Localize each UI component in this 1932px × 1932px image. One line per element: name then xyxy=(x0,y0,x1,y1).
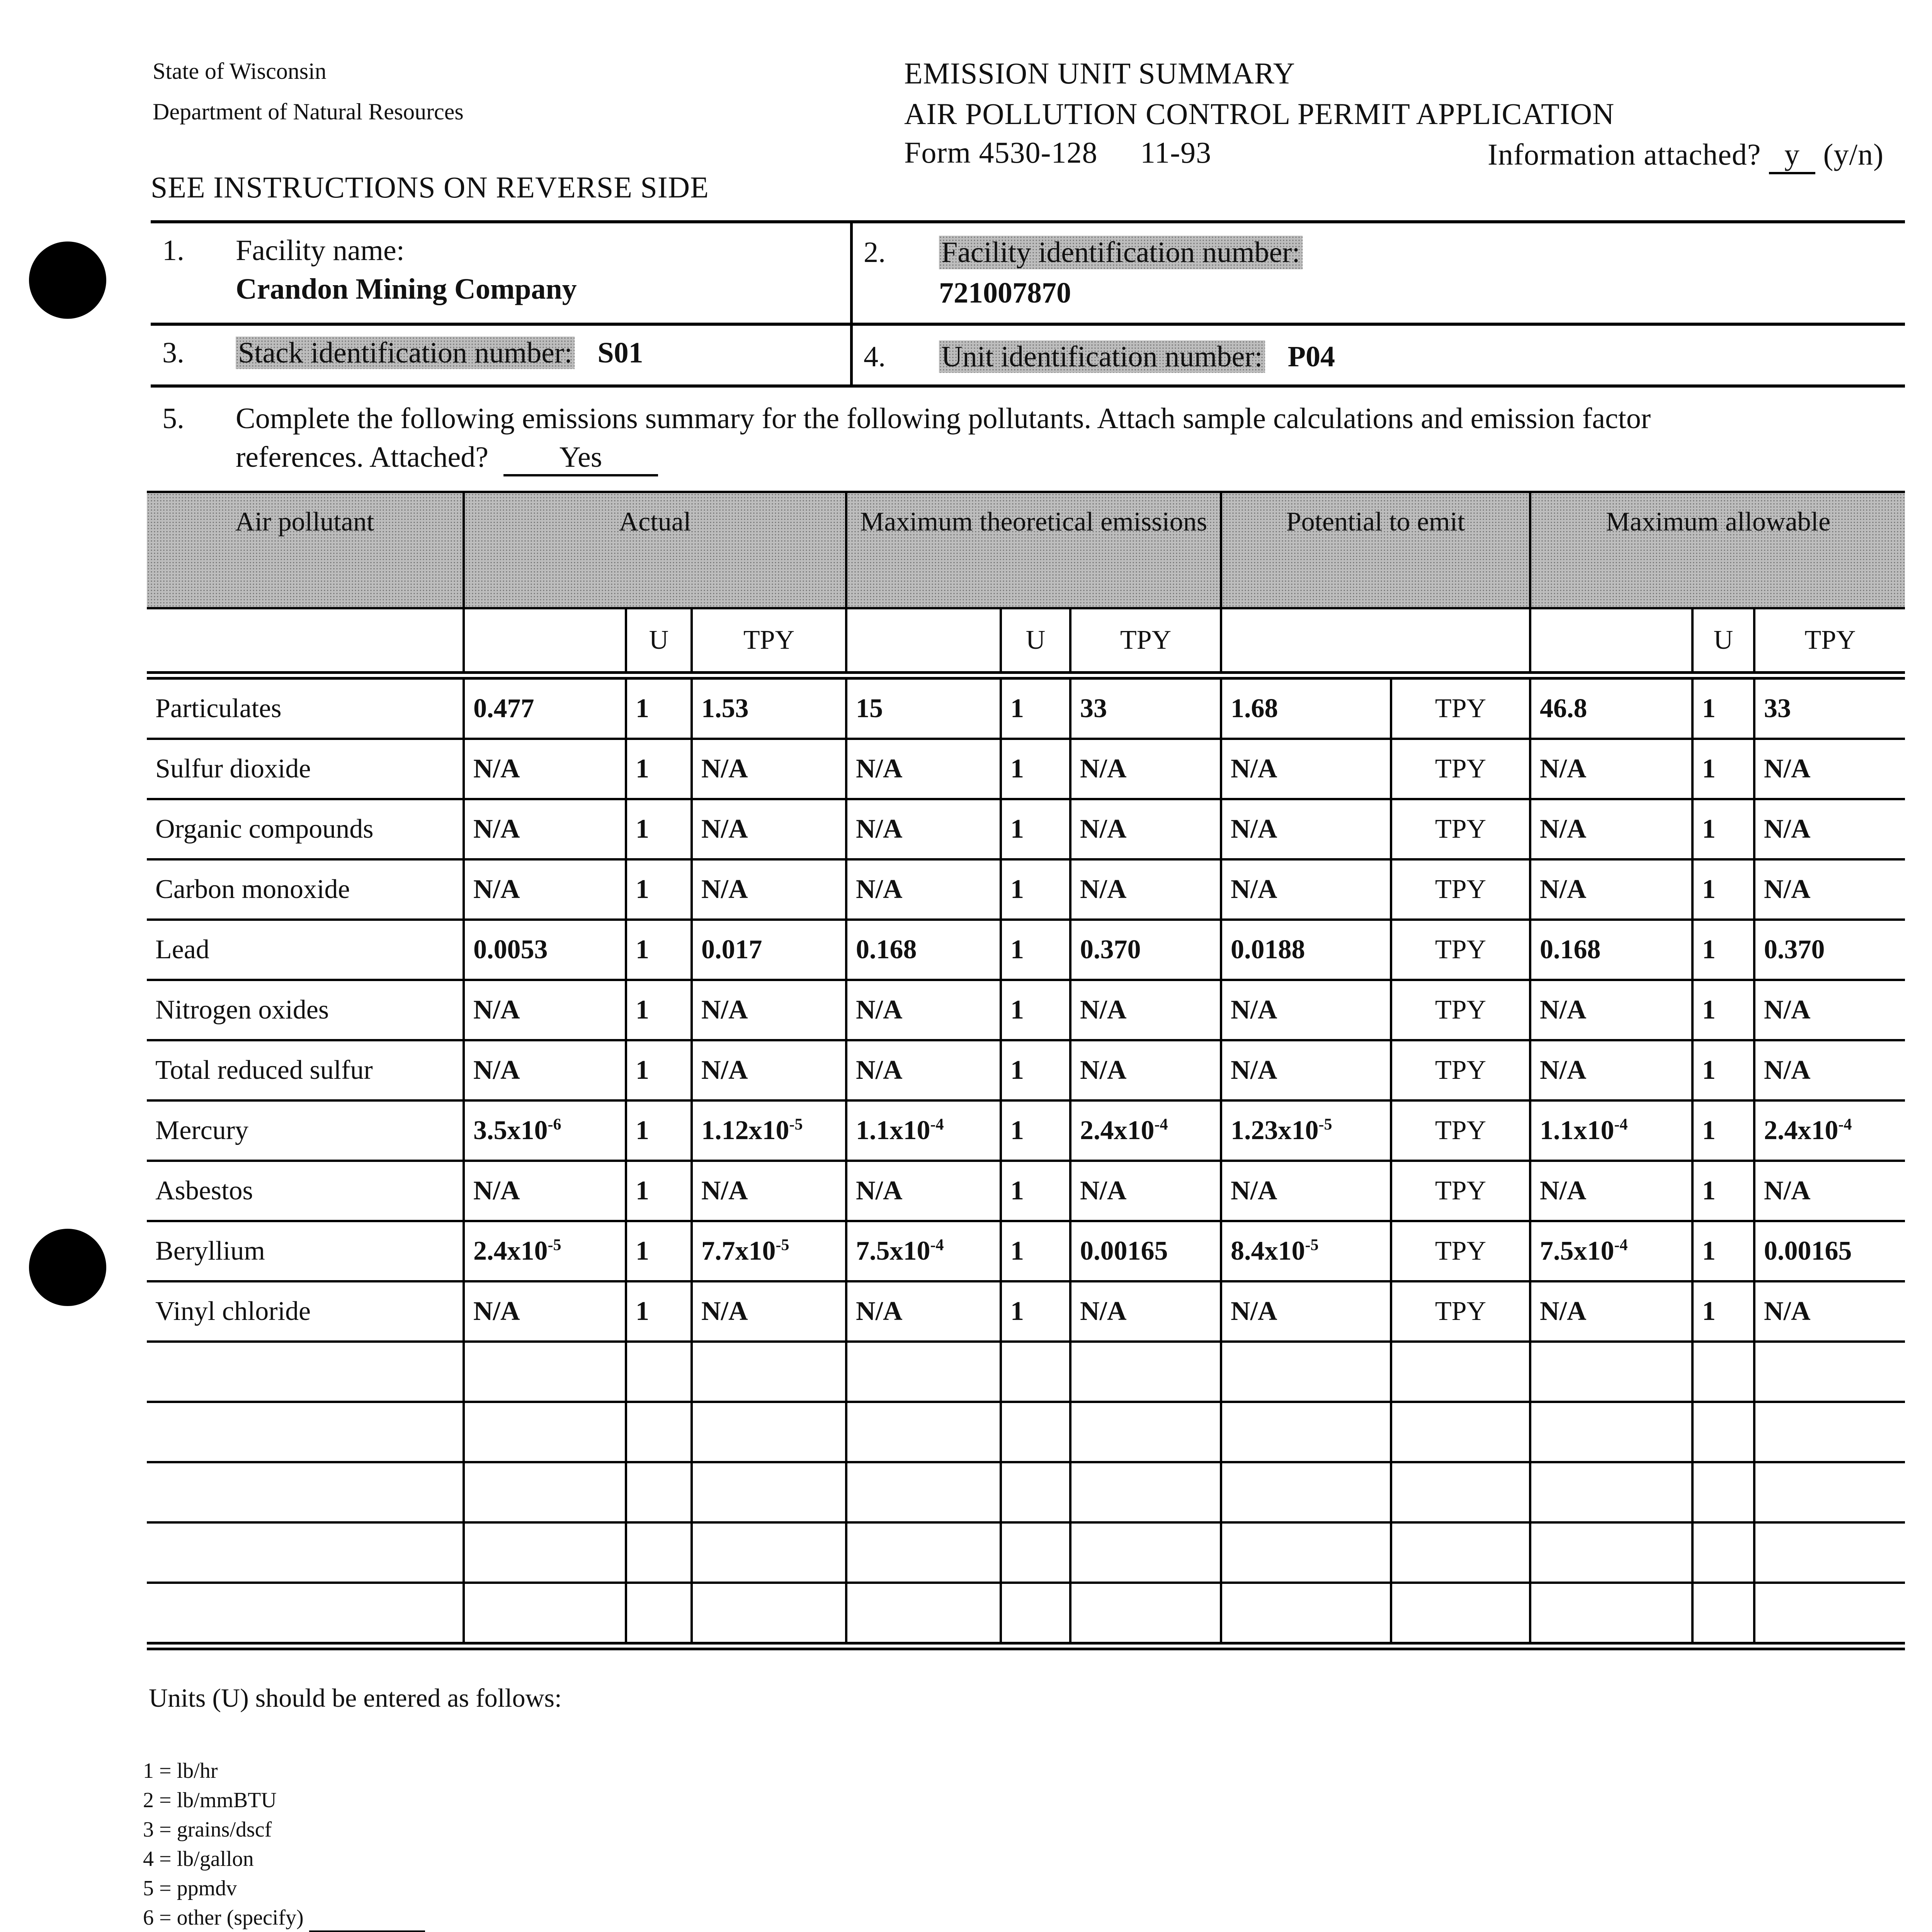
table-row xyxy=(147,920,1905,980)
subheader-blank xyxy=(1221,608,1530,675)
actual-tpy[interactable]: N/A xyxy=(692,739,846,799)
actual-value[interactable]: $3.5x10^{-6}$ xyxy=(464,1100,626,1161)
state-name: State of Wisconsin xyxy=(153,58,327,84)
table-row xyxy=(147,859,1905,920)
info-attached-suffix: (y/n) xyxy=(1823,138,1884,171)
potential-value[interactable]: N/A xyxy=(1221,1281,1391,1342)
actual-value[interactable]: 0.477 xyxy=(464,675,626,739)
potential-unit[interactable]: TPY xyxy=(1391,1281,1530,1342)
max-theoretical-value[interactable]: N/A xyxy=(846,859,1001,920)
actual-unit[interactable]: 1 xyxy=(626,1161,692,1221)
subheader-tpy: TPY xyxy=(1754,608,1905,675)
max-allowable-tpy[interactable]: N/A xyxy=(1754,1281,1905,1342)
max-theoretical-unit[interactable]: 1 xyxy=(1001,799,1070,859)
max-theoretical-tpy[interactable]: N/A xyxy=(1070,1281,1221,1342)
max-theoretical-tpy[interactable] xyxy=(1070,1462,1221,1522)
department-name: Department of Natural Resources xyxy=(153,99,464,124)
actual-value[interactable]: $2.4x10^{-5}$ xyxy=(464,1221,626,1281)
table-row xyxy=(147,1161,1905,1221)
max-allowable-tpy[interactable]: N/A xyxy=(1754,1161,1905,1221)
actual-value[interactable] xyxy=(464,1402,626,1462)
punch-hole xyxy=(29,1229,106,1306)
unit-item: 4 = lb/gallon xyxy=(143,1847,254,1871)
pollutant-name: Lead xyxy=(147,920,464,980)
form-subtitle: AIR POLLUTION CONTROL PERMIT APPLICATION xyxy=(904,97,1615,131)
table-row xyxy=(147,1342,1905,1402)
max-allowable-unit[interactable]: 1 xyxy=(1692,675,1754,739)
max-theoretical-unit[interactable]: 1 xyxy=(1001,920,1070,980)
potential-unit[interactable] xyxy=(1391,1342,1530,1402)
rule xyxy=(151,220,1905,223)
max-allowable-tpy[interactable]: N/A xyxy=(1754,799,1905,859)
max-allowable-unit[interactable]: 1 xyxy=(1692,980,1754,1040)
unit-6-specify-field[interactable] xyxy=(309,1911,425,1932)
max-allowable-value[interactable]: 46.8 xyxy=(1530,675,1692,739)
pollutant-name xyxy=(147,1462,464,1522)
references-attached-value[interactable]: Yes xyxy=(503,440,658,476)
subheader-tpy: TPY xyxy=(1070,608,1221,675)
subheader-u: U xyxy=(626,608,692,675)
subheader-tpy: TPY xyxy=(692,608,846,675)
col-header-actual: Actual xyxy=(464,492,846,608)
max-theoretical-unit[interactable]: 1 xyxy=(1001,980,1070,1040)
max-theoretical-tpy[interactable] xyxy=(1070,1342,1221,1402)
potential-value[interactable] xyxy=(1221,1402,1391,1462)
potential-value[interactable] xyxy=(1221,1462,1391,1522)
subheader-blank xyxy=(1530,608,1692,675)
references-attached xyxy=(236,440,658,476)
table-row xyxy=(147,1040,1905,1100)
max-theoretical-unit[interactable]: 1 xyxy=(1001,1161,1070,1221)
actual-tpy[interactable] xyxy=(692,1402,846,1462)
field-4-number: 4. xyxy=(864,340,886,373)
actual-unit[interactable]: 1 xyxy=(626,859,692,920)
max-theoretical-unit[interactable]: 1 xyxy=(1001,1040,1070,1100)
subheader-blank xyxy=(464,608,626,675)
table-row xyxy=(147,1522,1905,1583)
potential-value[interactable]: 0.0188 xyxy=(1221,920,1391,980)
pollutant-name xyxy=(147,1402,464,1462)
max-allowable-tpy[interactable] xyxy=(1754,1583,1905,1646)
actual-value[interactable] xyxy=(464,1342,626,1402)
max-allowable-unit[interactable]: 1 xyxy=(1692,1221,1754,1281)
max-allowable-tpy[interactable] xyxy=(1754,1342,1905,1402)
facility-name-value[interactable]: Crandon Mining Company xyxy=(236,273,577,305)
max-theoretical-value[interactable]: N/A xyxy=(846,980,1001,1040)
potential-unit[interactable] xyxy=(1391,1583,1530,1646)
max-theoretical-unit[interactable]: 1 xyxy=(1001,859,1070,920)
actual-value[interactable]: 0.0053 xyxy=(464,920,626,980)
actual-unit[interactable]: 1 xyxy=(626,1221,692,1281)
actual-tpy[interactable]: 0.017 xyxy=(692,920,846,980)
col-header-potential: Potential to emit xyxy=(1221,492,1530,608)
max-allowable-value[interactable]: N/A xyxy=(1530,1281,1692,1342)
max-theoretical-tpy[interactable]: N/A xyxy=(1070,739,1221,799)
rule xyxy=(151,323,1905,326)
stack-id xyxy=(236,336,643,370)
actual-tpy[interactable] xyxy=(692,1462,846,1522)
actual-unit[interactable]: 1 xyxy=(626,799,692,859)
pollutant-name: Sulfur dioxide xyxy=(147,739,464,799)
subheader-u: U xyxy=(1692,608,1754,675)
max-theoretical-unit[interactable] xyxy=(1001,1522,1070,1583)
table-row xyxy=(147,739,1905,799)
info-attached-value[interactable]: y xyxy=(1769,137,1815,174)
potential-value[interactable]: $8.4x10^{-5}$ xyxy=(1221,1221,1391,1281)
unit-item: 6 = other (specify) xyxy=(143,1906,304,1930)
max-allowable-value[interactable]: N/A xyxy=(1530,799,1692,859)
unit-item: 1 = lb/hr xyxy=(143,1759,218,1783)
col-header-max-theoretical: Maximum theoretical emissions xyxy=(846,492,1221,608)
table-row xyxy=(147,1281,1905,1342)
unit-id-value[interactable]: P04 xyxy=(1287,340,1335,373)
max-allowable-tpy[interactable]: N/A xyxy=(1754,980,1905,1040)
max-allowable-unit[interactable]: 1 xyxy=(1692,859,1754,920)
subheader-u: U xyxy=(1001,608,1070,675)
max-allowable-value[interactable] xyxy=(1530,1522,1692,1583)
max-allowable-tpy[interactable]: 0.00165 xyxy=(1754,1221,1905,1281)
max-allowable-unit[interactable] xyxy=(1692,1342,1754,1402)
max-allowable-value[interactable]: $1.1x10^{-4}$ xyxy=(1530,1100,1692,1161)
max-allowable-tpy[interactable]: 0.370 xyxy=(1754,920,1905,980)
max-allowable-tpy[interactable] xyxy=(1754,1402,1905,1462)
actual-unit[interactable]: 1 xyxy=(626,1100,692,1161)
actual-unit[interactable]: 1 xyxy=(626,1281,692,1342)
table-row xyxy=(147,1583,1905,1646)
max-theoretical-tpy[interactable]: N/A xyxy=(1070,1161,1221,1221)
actual-tpy[interactable]: $7.7x10^{-5}$ xyxy=(692,1221,846,1281)
table-row xyxy=(147,1100,1905,1161)
potential-unit[interactable]: TPY xyxy=(1391,675,1530,739)
actual-value[interactable]: N/A xyxy=(464,1281,626,1342)
actual-tpy[interactable]: N/A xyxy=(692,799,846,859)
actual-unit[interactable] xyxy=(626,1522,692,1583)
actual-unit[interactable] xyxy=(626,1583,692,1646)
max-theoretical-unit[interactable] xyxy=(1001,1462,1070,1522)
form-number-text: Form 4530-128 xyxy=(904,136,1098,169)
rule xyxy=(151,384,1905,388)
actual-value[interactable] xyxy=(464,1462,626,1522)
max-allowable-tpy[interactable] xyxy=(1754,1522,1905,1583)
max-theoretical-value[interactable]: $1.1x10^{-4}$ xyxy=(846,1100,1001,1161)
facility-name-label: Facility name: xyxy=(236,234,405,267)
max-theoretical-tpy[interactable]: 0.370 xyxy=(1070,920,1221,980)
max-allowable-value[interactable] xyxy=(1530,1402,1692,1462)
pollutant-name: Beryllium xyxy=(147,1221,464,1281)
actual-value[interactable]: N/A xyxy=(464,739,626,799)
max-theoretical-unit[interactable]: 1 xyxy=(1001,1221,1070,1281)
actual-value[interactable] xyxy=(464,1583,626,1646)
instructions-note: SEE INSTRUCTIONS ON REVERSE SIDE xyxy=(151,170,709,204)
table-row xyxy=(147,980,1905,1040)
actual-unit[interactable]: 1 xyxy=(626,675,692,739)
potential-value[interactable] xyxy=(1221,1522,1391,1583)
max-allowable-value[interactable]: $7.5x10^{-4}$ xyxy=(1530,1221,1692,1281)
actual-value[interactable]: N/A xyxy=(464,799,626,859)
actual-tpy[interactable]: N/A xyxy=(692,1281,846,1342)
unit-id-label: Unit identification number: xyxy=(939,340,1265,373)
max-theoretical-value[interactable]: N/A xyxy=(846,799,1001,859)
actual-value[interactable]: N/A xyxy=(464,1040,626,1100)
max-theoretical-tpy[interactable]: N/A xyxy=(1070,799,1221,859)
potential-unit[interactable]: TPY xyxy=(1391,920,1530,980)
max-allowable-unit[interactable]: 1 xyxy=(1692,1100,1754,1161)
actual-tpy[interactable] xyxy=(692,1522,846,1583)
max-allowable-unit[interactable]: 1 xyxy=(1692,739,1754,799)
stack-id-label: Stack identification number: xyxy=(236,337,575,369)
max-theoretical-unit[interactable]: 1 xyxy=(1001,1281,1070,1342)
max-theoretical-value[interactable]: N/A xyxy=(846,1040,1001,1100)
pollutant-name xyxy=(147,1522,464,1583)
actual-unit[interactable]: 1 xyxy=(626,920,692,980)
actual-tpy[interactable] xyxy=(692,1583,846,1646)
max-theoretical-value[interactable] xyxy=(846,1342,1001,1402)
pollutant-name: Nitrogen oxides xyxy=(147,980,464,1040)
actual-tpy[interactable] xyxy=(692,1342,846,1402)
max-theoretical-unit[interactable]: 1 xyxy=(1001,1100,1070,1161)
table-row xyxy=(147,799,1905,859)
pollutant-name: Organic compounds xyxy=(147,799,464,859)
max-theoretical-unit[interactable] xyxy=(1001,1583,1070,1646)
potential-unit[interactable] xyxy=(1391,1402,1530,1462)
max-allowable-unit[interactable]: 1 xyxy=(1692,920,1754,980)
max-theoretical-value[interactable]: $7.5x10^{-4}$ xyxy=(846,1221,1001,1281)
pollutant-name: Vinyl chloride xyxy=(147,1281,464,1342)
max-allowable-value[interactable]: N/A xyxy=(1530,1040,1692,1100)
actual-value[interactable]: N/A xyxy=(464,980,626,1040)
max-theoretical-value[interactable]: N/A xyxy=(846,739,1001,799)
actual-value[interactable]: N/A xyxy=(464,1161,626,1221)
potential-unit[interactable] xyxy=(1391,1462,1530,1522)
max-theoretical-unit[interactable]: 1 xyxy=(1001,675,1070,739)
potential-value[interactable] xyxy=(1221,1342,1391,1402)
max-theoretical-value[interactable] xyxy=(846,1462,1001,1522)
potential-value[interactable]: N/A xyxy=(1221,1040,1391,1100)
pollutant-name: Carbon monoxide xyxy=(147,859,464,920)
table-row xyxy=(147,1402,1905,1462)
max-allowable-value[interactable]: 0.168 xyxy=(1530,920,1692,980)
potential-unit[interactable]: TPY xyxy=(1391,1040,1530,1100)
col-header-max-allowable: Maximum allowable xyxy=(1530,492,1905,608)
units-intro: Units (U) should be entered as follows: xyxy=(149,1683,562,1713)
max-theoretical-unit[interactable] xyxy=(1001,1402,1070,1462)
potential-value[interactable]: N/A xyxy=(1221,739,1391,799)
potential-unit[interactable]: TPY xyxy=(1391,739,1530,799)
subheader-blank xyxy=(846,608,1001,675)
max-allowable-value[interactable] xyxy=(1530,1462,1692,1522)
max-allowable-unit[interactable] xyxy=(1692,1583,1754,1646)
subheader-blank xyxy=(147,608,464,675)
potential-unit[interactable]: TPY xyxy=(1391,1161,1530,1221)
max-allowable-tpy[interactable]: $2.4x10^{-4}$ xyxy=(1754,1100,1905,1161)
potential-value[interactable]: N/A xyxy=(1221,859,1391,920)
info-attached-label: Information attached? xyxy=(1488,138,1761,171)
potential-unit[interactable]: TPY xyxy=(1391,859,1530,920)
potential-value[interactable] xyxy=(1221,1583,1391,1646)
max-allowable-unit[interactable] xyxy=(1692,1462,1754,1522)
actual-tpy[interactable]: 1.53 xyxy=(692,675,846,739)
max-theoretical-tpy[interactable]: N/A xyxy=(1070,859,1221,920)
form-title: EMISSION UNIT SUMMARY xyxy=(904,56,1296,90)
potential-unit[interactable]: TPY xyxy=(1391,1221,1530,1281)
actual-unit[interactable]: 1 xyxy=(626,739,692,799)
max-allowable-value[interactable] xyxy=(1530,1342,1692,1402)
max-theoretical-unit[interactable] xyxy=(1001,1342,1070,1402)
max-allowable-value[interactable]: N/A xyxy=(1530,980,1692,1040)
max-allowable-tpy[interactable]: N/A xyxy=(1754,859,1905,920)
max-theoretical-value[interactable] xyxy=(846,1402,1001,1462)
col-header-pollutant: Air pollutant xyxy=(147,492,464,608)
max-theoretical-tpy[interactable]: N/A xyxy=(1070,1040,1221,1100)
max-theoretical-value[interactable]: N/A xyxy=(846,1161,1001,1221)
potential-value[interactable]: $1.23x10^{-5}$ xyxy=(1221,1100,1391,1161)
emissions-table xyxy=(147,491,1905,1650)
max-allowable-unit[interactable] xyxy=(1692,1402,1754,1462)
actual-tpy[interactable]: N/A xyxy=(692,1161,846,1221)
max-theoretical-value[interactable]: 0.168 xyxy=(846,920,1001,980)
field-5-number: 5. xyxy=(162,402,184,435)
unit-item: 5 = ppmdv xyxy=(143,1876,237,1900)
actual-tpy[interactable]: N/A xyxy=(692,859,846,920)
divider xyxy=(850,222,853,384)
field-2-number: 2. xyxy=(864,236,886,269)
potential-value[interactable]: N/A xyxy=(1221,980,1391,1040)
max-allowable-unit[interactable]: 1 xyxy=(1692,1161,1754,1221)
max-theoretical-unit[interactable]: 1 xyxy=(1001,739,1070,799)
max-theoretical-value[interactable] xyxy=(846,1522,1001,1583)
actual-tpy[interactable]: N/A xyxy=(692,980,846,1040)
references-attached-label: references. Attached? xyxy=(236,441,489,473)
max-allowable-unit[interactable]: 1 xyxy=(1692,1040,1754,1100)
actual-tpy[interactable]: $1.12x10^{-5}$ xyxy=(692,1100,846,1161)
stack-id-value[interactable]: S01 xyxy=(597,337,643,369)
potential-value[interactable]: N/A xyxy=(1221,799,1391,859)
field-3-number: 3. xyxy=(162,337,184,369)
actual-unit[interactable] xyxy=(626,1402,692,1462)
max-allowable-tpy[interactable]: N/A xyxy=(1754,1040,1905,1100)
actual-tpy[interactable]: N/A xyxy=(692,1040,846,1100)
actual-unit[interactable] xyxy=(626,1462,692,1522)
actual-unit[interactable]: 1 xyxy=(626,980,692,1040)
max-allowable-value[interactable] xyxy=(1530,1583,1692,1646)
max-allowable-value[interactable]: N/A xyxy=(1530,1161,1692,1221)
pollutant-name: Particulates xyxy=(147,675,464,739)
facility-id-value[interactable]: 721007870 xyxy=(939,277,1071,309)
table-row xyxy=(147,675,1905,739)
actual-unit[interactable] xyxy=(626,1342,692,1402)
potential-value[interactable]: N/A xyxy=(1221,1161,1391,1221)
table-row xyxy=(147,1221,1905,1281)
pollutant-name: Mercury xyxy=(147,1100,464,1161)
pollutant-name: Total reduced sulfur xyxy=(147,1040,464,1100)
max-theoretical-tpy[interactable]: N/A xyxy=(1070,980,1221,1040)
field-1-number: 1. xyxy=(162,234,184,267)
unit-id xyxy=(939,340,1335,374)
max-allowable-tpy[interactable]: N/A xyxy=(1754,739,1905,799)
max-allowable-tpy[interactable] xyxy=(1754,1462,1905,1522)
max-theoretical-value[interactable]: N/A xyxy=(846,1281,1001,1342)
max-theoretical-tpy[interactable] xyxy=(1070,1402,1221,1462)
pollutant-name: Asbestos xyxy=(147,1161,464,1221)
actual-unit[interactable]: 1 xyxy=(626,1040,692,1100)
form-date: 11-93 xyxy=(1140,136,1212,169)
emissions-instructions: Complete the following emissions summary for the following pollutants. Attach sample calculations and emission factor xyxy=(236,402,1651,435)
actual-value[interactable]: N/A xyxy=(464,859,626,920)
max-allowable-unit[interactable]: 1 xyxy=(1692,799,1754,859)
pollutant-name xyxy=(147,1583,464,1646)
max-allowable-unit[interactable]: 1 xyxy=(1692,1281,1754,1342)
unit-item-other xyxy=(143,1903,425,1932)
punch-hole xyxy=(29,242,106,319)
facility-id-label: Facility identification number: xyxy=(939,236,1303,269)
max-theoretical-tpy[interactable]: $2.4x10^{-4}$ xyxy=(1070,1100,1221,1161)
potential-value[interactable]: 1.68 xyxy=(1221,675,1391,739)
unit-item: 3 = grains/dscf xyxy=(143,1818,272,1842)
max-allowable-value[interactable]: N/A xyxy=(1530,859,1692,920)
potential-unit[interactable] xyxy=(1391,1522,1530,1583)
max-theoretical-value[interactable]: 15 xyxy=(846,675,1001,739)
units-list xyxy=(143,1756,425,1932)
unit-item: 2 = lb/mmBTU xyxy=(143,1788,277,1812)
max-theoretical-tpy[interactable] xyxy=(1070,1583,1221,1646)
max-allowable-value[interactable]: N/A xyxy=(1530,739,1692,799)
max-theoretical-value[interactable] xyxy=(846,1583,1001,1646)
potential-unit[interactable]: TPY xyxy=(1391,1100,1530,1161)
max-theoretical-tpy[interactable] xyxy=(1070,1522,1221,1583)
max-allowable-unit[interactable] xyxy=(1692,1522,1754,1583)
pollutant-name xyxy=(147,1342,464,1402)
max-allowable-tpy[interactable]: 33 xyxy=(1754,675,1905,739)
max-theoretical-tpy[interactable]: 0.00165 xyxy=(1070,1221,1221,1281)
max-theoretical-tpy[interactable]: 33 xyxy=(1070,675,1221,739)
potential-unit[interactable]: TPY xyxy=(1391,980,1530,1040)
potential-unit[interactable]: TPY xyxy=(1391,799,1530,859)
form-number xyxy=(904,135,1211,170)
table-row xyxy=(147,1462,1905,1522)
info-attached xyxy=(1488,137,1884,174)
actual-value[interactable] xyxy=(464,1522,626,1583)
